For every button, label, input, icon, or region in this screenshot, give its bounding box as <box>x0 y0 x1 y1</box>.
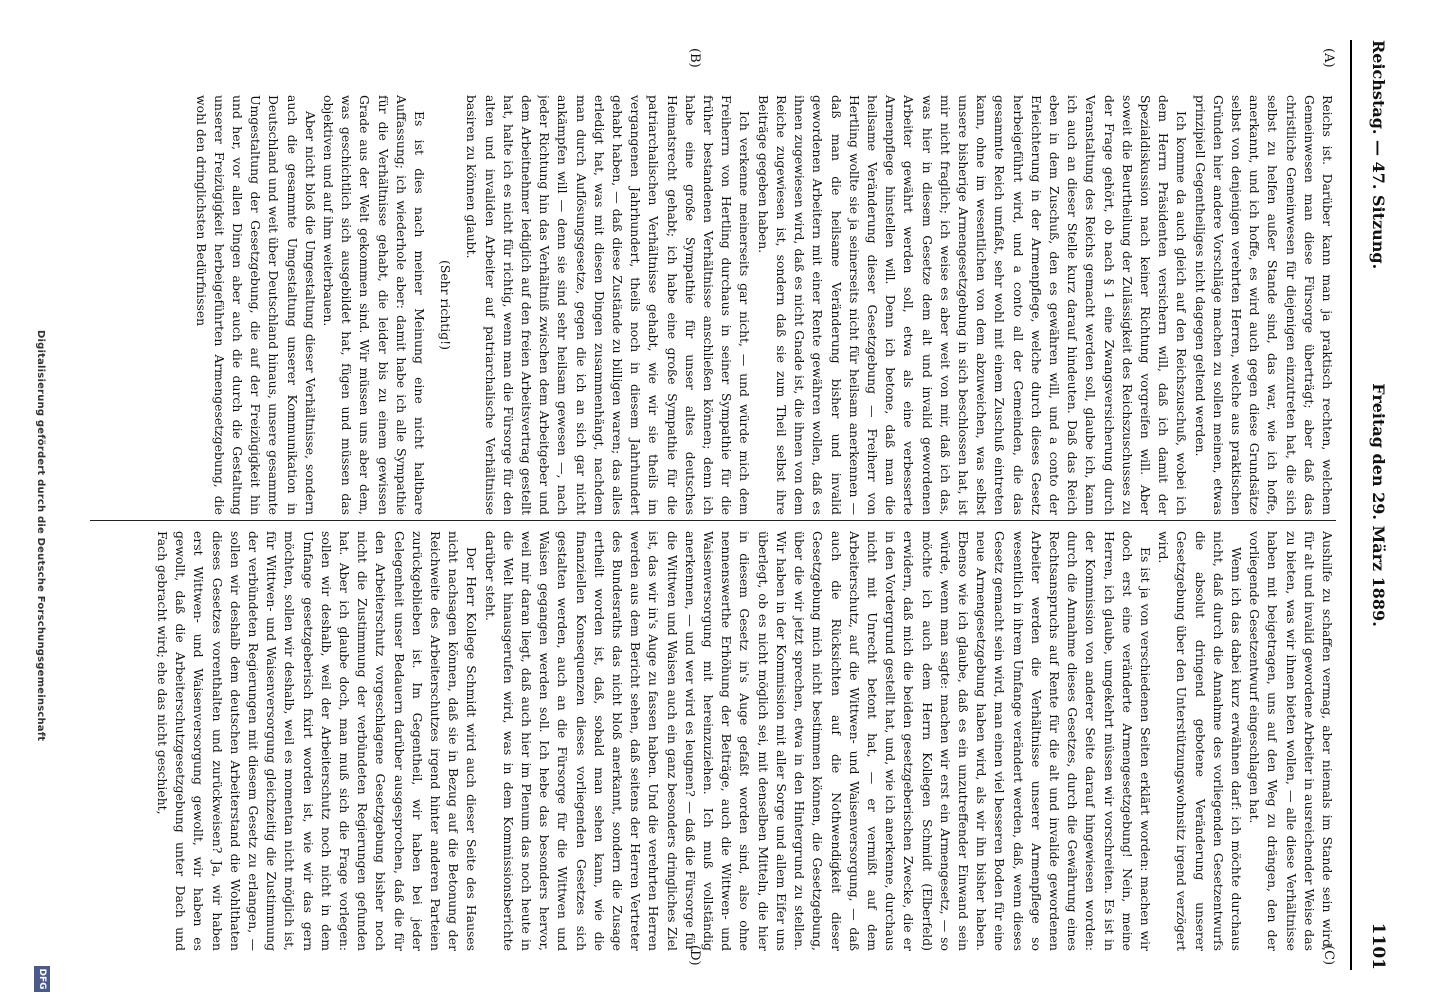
page-number: 1101 <box>1368 922 1388 970</box>
dfg-logo: DFG <box>34 966 50 992</box>
left-column <box>90 95 1336 515</box>
paragraph: Ich komme da auch gleich auf den Reichszuschuß, wobei ich dem Herrn Präsidenten versichern will, daß ich damit der Spezialdiskussion nach keiner Richtung vorgreifen will. Aber soweit die Beurtheilung der Zulässigkeit des Reichszuschusses zu der Frage gehört, ob nach § 1 eine Zwangsversicherung durch Veranstaltung des Reichs gemacht werden soll, glaube ich, kann ich auch an dieser Stelle kurz darauf hindeuten. Daß das Reich eben in dem Zuschuß, den es gewähren will, und a conto der Erleichterung in der Armenpflege, welche durch dieses Gesetz herbeigeführt wird, und a conto all der Gemeinden, die das gesammte Reich umfaßt, sehr wohl mit einem Zuschuß eintreten kann, ohne im wesentlichen von dem abzuweichen, was selbst unsere bisherige Armengesetzgebung in sich beschlossen hat, ist mir nicht fraglich; ich weise es aber weit von mir, daß ich das, was hier in diesem Gesetze dem alt und invalid gewordenen Arbeiter gewährt werden soll, etwa als eine verbesserte Armenpflege hinstellen will. Denn ich betone, daß man die heilsame Veränderung dieser Gesetzgebung — Freiherr von Hertling wollte sie ja seinerseits nicht für heilsam anerkennen — daß man die heilsame Veränderung bisher und invalid gewordenen Arbeitern mit einer Rente gewähren wollen, daß es ihnen zugewiesen wird, daß es nicht Gnade ist, die ihnen von dem Reiche zugewiesen ist, sondern daß sie zum Theil selbst ihre Beiträge gegeben haben. <box>755 95 1190 515</box>
paragraph: Aushilfe zu schaffen vermag, aber niemals im Stande sein wird, für alt und invalid gewordene Arbeiter in ausreichender Weise das zu bieten, was wir ihnen bieten wollen, — alle diese Verhältnisse haben mit beigetragen, uns auf den Weg zu drängen, den der vorliegende Gesetzentwurf eingeschlagen hat. <box>1247 531 1335 951</box>
margin-marker-b: (B) <box>687 48 702 68</box>
paragraph: Es ist dies nach meiner Meinung eine nicht haltbare Auffassung; ich wiederhole aber: damit habe ich alle Sympathie für die Verhältnisse gehabt, die leider bis zu einem gewissen Grade aus der Welt gekommen sind. Wir müssen uns aber dem, was geschichtlich sich ausgebildet hat, fügen und müssen das objektiven und auf ihm weiterbauen. <box>321 95 428 515</box>
paragraph: Es ist ja von verschiedenen Seiten erklärt worden: machen wir doch erst eine veränderte Armengesetzgebung! Nein, meine Herren, ich glaube, umgekehrt müssen wir vorschreiten. Es ist in der Kommission von anderer Seite darauf hingewiesen worden: durch die Annahme dieses Gesetzes, durch die Gewährung eines Rechtsanspruchs auf Rente für die alt und invalide gewordenen Arbeiter werden die Verhältnisse unserer Armenpflege so wesentlich in ihrem Umfange verändert werden, daß, wenn dieses Gesetz gemacht sein wird, man einen viel besseren Boden für eine neue Armengesetzgebung haben wird, als wir ihn bisher haben. Ebenso wie ich glaube, daß es ein unzutreffender Einwand sein würde, wenn man sagte: machen wir erst ein Armengesetz, — so möchte ich auch dem Herrn Kollegen Schmidt (Elberfeld) erwidern, daß mich die beiden gesetzgeberischen Zwecke, die er in den Vordergrund gestellt hat, und, wie ich anerkenne, durchaus nicht mit Unrecht betont hat, — er vermißt auf dem Arbeiterschutz, auf die Wittwen- und Waisenversorgung, — daß auch die Rücksichten auf die Nothwendigkeit dieser Gesetzgebung mich nicht bestimmen können, die Gesetzgebung, über die wir jetzt sprechen, etwa in den Hintergrund zu stellen. Wir haben in der Kommission mit aller Sorge und allem Eifer uns überlegt, ob es nicht möglich sei, mit denselben Mitteln, die hier in diesem Gesetz in's Auge gefaßt worden sind, also ohne nennenswerthe Erhöhung der Beiträge, auch die Wittwen- und Waisenversorgung mit hereinzuziehen. Ich muß vollständig anerkennen, — und wer wird es leugnen? — daß die Fürsorge für die Wittwen und Waisen auch ein ganz besonders dringliches Ziel ist, das wir in's Auge zu fassen haben. Und die verehrten Herren werden aus dem Bericht sehen, daß seitens der Herren Vertreter des Bundesraths das nicht bloß anerkannt, sondern die Zusage ertheilt worden ist, daß, sobald man sehen kann, wie die finanziellen Konsequenzen dieses vorliegenden Gesetzes sich gestalten werden, auch an die Fürsorge für die Wittwen und Waisen gegangen werden soll. Ich hebe das besonders hervor, weil mir daran liegt, daß auch hier im Plenum das noch heute in die Welt hinausgerufen wird, was in dem Kommissionsberichte darüber steht. <box>482 531 1153 951</box>
right-column <box>90 531 1336 951</box>
paragraph: Der Herr Kollege Schmidt wird auch dieser Seite des Hauses nicht nachsagen können, daß sie in Bezug auf die Betonung der Reichweite des Arbeiterschutzes irgend hinter anderen Parteien zurückgeblieben ist. Im Gegentheil, wir haben bei jeder Gelegenheit unser Bedauern darüber ausgesprochen, daß die für den Arbeiterschutz vorgeschlagene Gesetzgebung bisher noch nicht die Zustimmung der verbündeten Regierungen gefunden hat. Aber ich glaube doch, man muß sich die Frage vorlegen: sollen wir deshalb, weil der Arbeiterschutz noch nicht in dem Umfange gesetzgeberisch fixirt worden ist, wie wir das gern möchten, sollen wir deshalb, weil es momentan nicht möglich ist, für Wittwen- und Waisenversorgung gleichzeitig die Zustimmung der verbündeten Regierungen mit diesem Gesetz zu erlangen, — sollen wir deshalb dem deutschen Arbeiterstand die Wohlthaten dieses Gesetzes vorenthalten und zurückweisen? Ja, wir haben erst Wittwen- und Waisenversorgung gewollt, wir haben es gewollt, daß die Arbeiterschutzgesetzgebung unter Dach und Fach gebracht wird; ehe das nicht geschieht, <box>155 531 480 951</box>
header-rule <box>1350 40 1352 970</box>
margin-marker-a: (A) <box>1321 48 1336 68</box>
column-divider <box>90 520 1336 521</box>
digitization-credit: Digitalisierung gefördert durch die Deutsche Forschungsgemeinschaft <box>35 330 46 742</box>
paragraph: Reichs ist. Darüber kann man ja praktisch rechten, welchem Gemeinwesen man diese Fürsorge überträgt; aber daß das christliche Gemeinwesen für diejenigen einzutreten hat, die sich selbst zu helfen außer Stande sind, das war, wie ich hoffe, anerkannt, und ich hoffe, es wird auch gegen diese Grundsätze selbst von denjenigen verehrten Herren, welche aus praktischen Gründen hier andere Vorschläge machen zu sollen meinen, etwas prinzipiell Gegentheiliges nicht dagegen geltend werden. <box>1192 95 1335 515</box>
paragraph: Ich verkenne meinerseits gar nicht, — und würde mich dem Freiherrn von Hertling durchaus in seiner Sympathie für die früher bestandenen Verhältnisse anschließen können; denn ich habe eine große Sympathie für unser altes deutsches Heimatsrecht gehabt; ich habe eine große Sympathie für die patriarchalischen Verhältnisse gehabt, wie wir sie theils im vergangenen Jahrhundert, theils noch in diesem Jahrhundert gehabt haben, — daß diese Zustände zu billigen waren; das alles erledigt hat, was mit diesen Dingen zusammenhängt, nachdem man durch Auflösungsgesetze, gegen die ich an sich gar nicht ankämpfen will — denn sie sind sehr heilsam gewesen —, nach jeder Richtung hin das Verhältniß zwischen dem Arbeitgeber und dem Arbeitnehmer lediglich auf den freien Arbeitsvertrag gestellt hat, halte ich es nicht für richtig, wenn man die Fürsorge für den alten und invaliden Arbeiter auf patriarchalische Verhältnisse basiren zu können glaubt. <box>464 95 753 515</box>
paragraph: Wenn ich das dabei kurz erwähnen darf: ich möchte durchaus nicht, daß durch die Annahme des vorliegenden Gesetzentwurfs die absolut dringend gebotene Veränderung unserer Gesetzgebung über den Unterstützungswohnsitz irgend verzögert wird. <box>1156 531 1244 951</box>
page-header <box>1356 40 1396 970</box>
interjection: (Sehr richtig!) <box>438 260 454 350</box>
header-left: Reichstag. — 47. Sitzung. <box>1369 40 1388 270</box>
paragraph: Aber nicht bloß die Umgestaltung dieser Verhältnisse, sondern auch die gesammte Umgestaltung unserer Kommunikation in Deutschland und weit über Deutschland hinaus, unsere gesammte Umgestaltung der Gesetzgebung, die auf der Freizügigkeit hin und her, vor allen Dingen aber auch die durch die Gestaltung unserer Freizügigkeit herbeigeführten Armengesetzgebung, die wohl den dringlichsten Bedürfnissen <box>193 95 318 515</box>
margin-marker-c: (C) <box>1321 945 1336 966</box>
margin-marker-d: (D) <box>687 945 702 966</box>
header-date: Freitag den 29. März 1889. <box>1369 383 1388 627</box>
